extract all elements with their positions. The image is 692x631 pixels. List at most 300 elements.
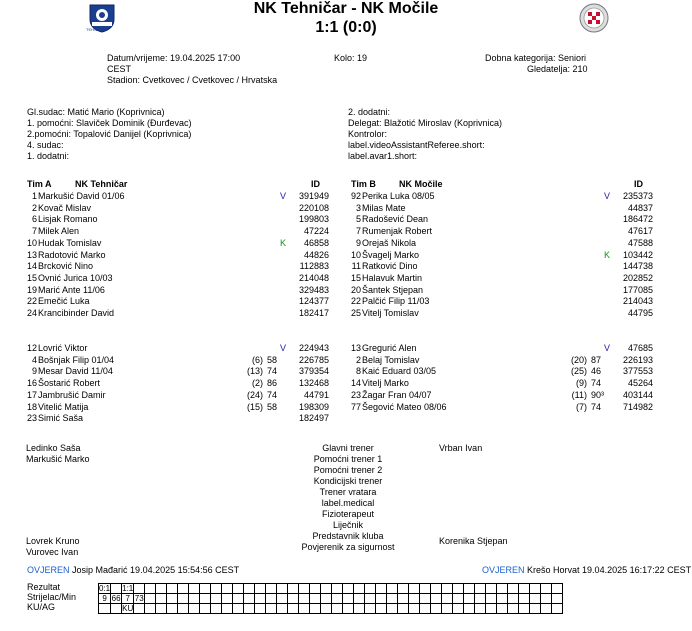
sub-for-number: (25)	[570, 366, 587, 377]
player-number: 3	[355, 202, 361, 213]
results-cell	[508, 604, 519, 614]
results-cell	[431, 584, 442, 594]
results-cell	[266, 584, 277, 594]
team-b-id-header: ID	[634, 179, 643, 189]
results-cell	[475, 594, 486, 604]
results-cell	[343, 594, 354, 604]
player-name: Jambrušić Damir	[38, 389, 106, 400]
results-cell	[134, 604, 145, 614]
results-cell	[332, 594, 343, 604]
sub-for-number: (24)	[246, 389, 263, 400]
results-label: Rezultat	[27, 582, 61, 592]
player-number: 13	[350, 343, 361, 353]
player-name: Rumenjak Robert	[362, 226, 433, 237]
role-label: Liječnik	[332, 520, 363, 530]
goalkeeper-mark: V	[604, 343, 611, 353]
results-row	[99, 584, 563, 594]
results-cell	[409, 604, 420, 614]
goalkeeper-mark: V	[280, 343, 287, 353]
results-cell: 1:1	[122, 584, 134, 593]
player-id: 379354	[298, 366, 329, 377]
player-id: 214048	[298, 272, 329, 283]
player-number: 9	[31, 366, 37, 377]
results-cell	[233, 594, 244, 604]
results-cell	[255, 604, 266, 614]
staff-name: Vrban Ivan	[439, 443, 483, 453]
role-label: Trener vratara	[319, 487, 377, 497]
results-cell	[409, 584, 420, 594]
player-name: Lovrić Viktor	[38, 343, 88, 353]
player-number: 8	[355, 366, 361, 377]
player-number: 20	[350, 284, 361, 295]
player-id: 46858	[303, 237, 329, 248]
sub-minute: 58	[267, 354, 278, 365]
results-cell	[541, 594, 552, 604]
results-cell	[244, 594, 255, 604]
results-cell	[211, 594, 222, 604]
player-number: 4	[31, 354, 37, 365]
player-name: Emečić Luka	[38, 296, 90, 307]
results-cell: 7	[122, 594, 134, 604]
results-cell	[299, 594, 310, 604]
player-number: 17	[26, 389, 37, 400]
player-number: 12	[26, 343, 37, 353]
player-name: Žagar Fran 04/07	[362, 389, 432, 400]
results-cell	[442, 594, 453, 604]
player-id: 45264	[627, 378, 653, 389]
player-name: Radošević Dean	[362, 214, 429, 225]
match-datetime: Datum/vrijeme: 19.04.2025 17:00	[107, 53, 241, 63]
player-id: 391949	[298, 191, 329, 201]
goalkeeper-mark: V	[604, 191, 611, 201]
player-id: 198309	[298, 401, 329, 412]
match-stadium: Stadion: Cvetkovec / Cvetkovec / Hrvatska	[107, 75, 278, 85]
staff-name: Korenika Stjepan	[439, 536, 508, 546]
results-cell	[222, 584, 233, 594]
results-cell	[178, 594, 189, 604]
results-cell	[552, 594, 563, 604]
player-number: 25	[350, 308, 361, 318]
sub-for-number: (9)	[576, 378, 587, 389]
results-cell	[310, 594, 321, 604]
player-name: Vitelj Tomislav	[362, 308, 419, 318]
role-label: Glavni trener	[322, 443, 374, 453]
results-cell	[354, 594, 365, 604]
player-name: Lisjak Romano	[38, 214, 98, 225]
player-name: Kaić Eduard 03/05	[362, 366, 437, 377]
player-number: 92	[350, 191, 361, 201]
player-id: 226193	[622, 354, 653, 365]
player-id: 144738	[622, 261, 653, 272]
results-cell	[442, 604, 453, 614]
player-number: 22	[26, 296, 37, 307]
player-number: 15	[26, 272, 37, 283]
results-cell	[453, 584, 464, 594]
results-row	[99, 594, 563, 604]
results-cell	[486, 594, 497, 604]
player-number: 23	[26, 413, 37, 424]
player-name: Milek Alen	[38, 226, 80, 237]
results-cell	[156, 594, 167, 604]
player-number: 24	[26, 308, 37, 318]
results-row	[99, 604, 563, 614]
verify-right	[482, 565, 691, 575]
player-name: Perika Luka 08/05	[362, 191, 435, 201]
team-a-name: NK Tehničar	[75, 179, 128, 189]
results-cell	[321, 584, 332, 594]
results-cell	[233, 584, 244, 594]
results-cell	[200, 584, 211, 594]
results-cell	[376, 604, 387, 614]
results-cell	[464, 584, 475, 594]
player-id: 182417	[298, 308, 329, 318]
team-b-label: Tim B	[351, 179, 376, 189]
player-id: 103442	[622, 249, 653, 260]
results-cell	[99, 604, 111, 614]
results-cell	[442, 584, 453, 594]
results-cell	[431, 594, 442, 604]
results-cell	[398, 604, 409, 614]
results-label: Strijelac/Min	[27, 592, 77, 602]
player-name: Hudak Tomislav	[38, 237, 102, 248]
results-cell	[497, 594, 508, 604]
results-cell	[134, 584, 145, 594]
sub-minute: 46	[591, 366, 602, 377]
player-id: 224943	[298, 343, 329, 353]
results-cell	[310, 584, 321, 594]
results-cell	[178, 604, 189, 614]
player-number: 14	[26, 261, 37, 272]
results-cell	[376, 584, 387, 594]
sub-minute: 87	[591, 354, 602, 365]
player-name: Švagelj Marko	[362, 249, 420, 260]
results-cell	[398, 594, 409, 604]
role-label: Pomoćni trener 2	[313, 465, 383, 475]
player-id: 124377	[298, 296, 329, 307]
player-number: 2	[355, 354, 361, 365]
sub-for-number: (11)	[571, 389, 587, 400]
official-line: label.avar1.short:	[348, 151, 418, 161]
player-name: Vitelj Marko	[362, 378, 409, 389]
role-label: Povjerenik za sigurnost	[301, 542, 395, 552]
team-b-staff-bottom	[439, 536, 508, 547]
results-cell	[530, 594, 541, 604]
player-id: 182497	[298, 413, 329, 424]
staff-roles	[248, 443, 448, 553]
results-cell	[244, 584, 255, 594]
official-line: 2.pomoćni: Topalović Danijel (Koprivnica)	[27, 129, 192, 139]
results-cell	[497, 584, 508, 594]
player-number: 5	[355, 214, 361, 225]
results-cell	[354, 604, 365, 614]
sub-minute: 74	[591, 378, 602, 389]
player-number: 9	[355, 237, 361, 248]
team-a-id-header: ID	[311, 179, 320, 189]
results-cell	[530, 584, 541, 594]
match-title: NK Tehničar - NK Močile	[253, 0, 439, 17]
results-cell	[211, 584, 222, 594]
results-cell: 0:1	[99, 584, 111, 593]
results-cell	[365, 584, 376, 594]
player-id: 714982	[622, 401, 653, 412]
results-cell	[321, 604, 332, 614]
player-name: Belaj Tomislav	[362, 354, 420, 365]
results-cell	[541, 604, 552, 614]
player-number: 11	[351, 261, 361, 272]
results-cell	[277, 594, 288, 604]
player-id: 132468	[298, 378, 329, 389]
results-cell	[541, 584, 552, 594]
player-id: 329483	[298, 284, 329, 295]
results-cell	[519, 594, 530, 604]
player-id: 226785	[298, 354, 329, 365]
player-name: Marić Ante 11/06	[38, 284, 105, 295]
sub-for-number: (20)	[570, 354, 587, 365]
team-a-label: Tim A	[27, 179, 52, 189]
player-number: 15	[350, 272, 361, 283]
match-round: Kolo: 19	[334, 53, 368, 63]
player-name: Šostarić Robert	[38, 378, 101, 389]
sub-for-number: (13)	[246, 366, 263, 377]
results-cell	[552, 604, 563, 614]
team-b-name: NK Močile	[399, 179, 443, 189]
match-score: 1:1 (0:0)	[315, 19, 377, 36]
role-label: Pomoćni trener 1	[313, 454, 383, 464]
results-cell	[552, 584, 563, 594]
official-line: 1. dodatni:	[27, 151, 70, 161]
player-id: 220108	[298, 202, 329, 213]
role-label: Fizioterapeut	[321, 509, 375, 519]
official-line: 4. sudac:	[27, 140, 64, 150]
results-cell	[156, 584, 167, 594]
sub-for-number: (6)	[252, 354, 263, 365]
role-label: Kondicijski trener	[313, 476, 383, 486]
home-logo-text: TEHNIČAR	[86, 27, 107, 32]
sub-minute: 90³	[591, 389, 605, 400]
results-cell	[464, 594, 475, 604]
results-cell	[189, 584, 200, 594]
player-name: Gregurić Alen	[362, 343, 417, 353]
results-cell	[233, 604, 244, 614]
results-cell	[398, 584, 409, 594]
role-label: Predstavnik kluba	[312, 531, 384, 541]
team-a-staff-bottom	[26, 536, 80, 558]
player-id: 47685	[627, 343, 653, 353]
player-id: 47588	[627, 237, 653, 248]
player-name: Bošnjak Filip 01/04	[38, 354, 115, 365]
player-number: 19	[26, 284, 37, 295]
results-cell	[508, 584, 519, 594]
sub-minute: 58	[267, 401, 278, 412]
player-id: 44837	[627, 202, 653, 213]
player-id: 112883	[299, 261, 329, 272]
results-cell	[299, 584, 310, 594]
results-cell	[321, 594, 332, 604]
player-number: 13	[26, 249, 37, 260]
player-id: 186472	[622, 214, 653, 225]
results-cell	[376, 594, 387, 604]
official-line: Gl.sudac: Matić Mario (Koprivnica)	[27, 107, 165, 117]
player-name: Ovnić Jurica 10/03	[38, 272, 113, 283]
results-cell	[387, 604, 398, 614]
sub-minute: 86	[267, 378, 278, 389]
results-cell	[222, 604, 233, 614]
results-cell	[431, 604, 442, 614]
officials-right	[348, 107, 502, 162]
results-cell	[343, 584, 354, 594]
player-name: Milas Mate	[362, 202, 406, 213]
match-timezone: CEST	[107, 64, 132, 74]
results-label: KU/AG	[27, 602, 56, 612]
results-labels	[27, 582, 76, 612]
verify-details: Krešo Horvat 19.04.2025 16:17:22 CEST	[527, 565, 692, 575]
official-line: label.videoAssistantReferee.short:	[348, 140, 485, 150]
player-name: Krancibinder David	[38, 308, 115, 318]
player-id: 47224	[303, 226, 329, 237]
results-cell	[497, 604, 508, 614]
official-line: 1. pomoćni: Slaviček Dominik (Đurđevac)	[27, 118, 192, 128]
player-id: 214043	[622, 296, 653, 307]
verify-status: OVJEREN	[482, 565, 525, 575]
player-name: Brcković Nino	[38, 261, 94, 272]
results-cell	[299, 604, 310, 614]
player-name: Kovač Mislav	[38, 202, 92, 213]
results-cell	[266, 604, 277, 614]
player-name: Šegović Mateo 08/06	[362, 401, 447, 412]
player-name: Vitelić Matija	[38, 401, 89, 412]
results-cell	[453, 604, 464, 614]
results-cell	[343, 604, 354, 614]
results-cell	[420, 584, 431, 594]
player-id: 44795	[627, 308, 653, 318]
player-id: 199803	[298, 214, 329, 225]
results-cell	[365, 594, 376, 604]
results-cell	[222, 594, 233, 604]
player-id: 377553	[622, 366, 653, 377]
player-id: 177085	[622, 284, 653, 295]
staff-name: Markušić Marko	[26, 454, 90, 464]
results-cell	[200, 594, 211, 604]
results-cell	[475, 604, 486, 614]
results-cell	[519, 604, 530, 614]
results-cell	[464, 604, 475, 614]
official-line: Delegat: Blažotić Miroslav (Koprivnica)	[348, 118, 503, 128]
player-id: 403144	[622, 389, 653, 400]
results-cell	[530, 604, 541, 614]
player-number: 23	[350, 389, 361, 400]
results-cell	[200, 604, 211, 614]
results-cell	[167, 584, 178, 594]
results-cell	[365, 604, 376, 614]
player-name: Radotović Marko	[38, 249, 106, 260]
player-name: Ratković Dino	[362, 261, 418, 272]
results-cell	[255, 584, 266, 594]
results-cell	[277, 604, 288, 614]
results-cell: 73	[134, 594, 144, 603]
officials-left	[27, 107, 192, 162]
results-cell	[519, 584, 530, 594]
results-cell	[332, 604, 343, 614]
player-number: 2	[31, 202, 37, 213]
staff-name: Ledinko Saša	[26, 443, 81, 453]
results-cell	[145, 604, 156, 614]
captain-mark: K	[280, 237, 287, 248]
results-cell	[354, 584, 365, 594]
results-cell	[420, 594, 431, 604]
results-cell	[486, 584, 497, 594]
results-cell: 9	[99, 594, 111, 604]
goalkeeper-mark: V	[280, 191, 287, 201]
results-cell	[387, 594, 398, 604]
attendance: Gledatelja: 210	[527, 64, 588, 74]
results-cell	[288, 594, 299, 604]
results-cell	[508, 594, 519, 604]
player-id: 44826	[303, 249, 329, 260]
results-cell	[189, 594, 200, 604]
age-category: Dobna kategorija: Seniori	[485, 53, 587, 63]
player-number: 14	[350, 378, 361, 389]
sub-minute: 74	[267, 366, 278, 377]
results-cell	[486, 604, 497, 614]
captain-mark: K	[604, 249, 611, 260]
verify-status: OVJEREN	[27, 565, 70, 575]
results-grid	[98, 583, 563, 614]
sub-for-number: (7)	[576, 401, 587, 412]
sub-minute: 74	[591, 401, 602, 412]
role-label: label.medical	[321, 498, 375, 508]
player-number: 16	[26, 378, 37, 389]
player-number: 6	[31, 214, 37, 225]
player-name: Mesar David 11/04	[38, 366, 113, 377]
player-number: 7	[31, 226, 37, 237]
results-cell	[211, 604, 222, 614]
player-name: Palčić Filip 11/03	[362, 296, 430, 307]
player-number: 18	[26, 401, 37, 412]
sub-for-number: (2)	[252, 378, 263, 389]
results-cell	[387, 584, 398, 594]
team-a-staff-top	[26, 443, 90, 465]
results-cell	[288, 604, 299, 614]
player-number: 22	[350, 296, 361, 307]
results-cell	[145, 594, 156, 604]
results-cell	[409, 594, 420, 604]
official-line: 2. dodatni:	[348, 107, 391, 117]
results-cell	[255, 594, 266, 604]
player-number: 77	[350, 401, 361, 412]
results-cell	[310, 604, 321, 614]
player-id: 202852	[622, 272, 653, 283]
player-name: Simić Saša	[38, 413, 84, 424]
player-name: Halavuk Martin	[362, 272, 423, 283]
results-cell	[244, 604, 255, 614]
player-id: 44791	[303, 389, 329, 400]
results-cell	[453, 594, 464, 604]
results-cell	[266, 594, 277, 604]
staff-name: Lovrek Kruno	[26, 536, 80, 546]
verify-left	[27, 565, 239, 575]
results-cell: 66	[111, 594, 121, 603]
sub-minute: 74	[267, 389, 278, 400]
results-cell	[277, 584, 288, 594]
results-cell	[288, 584, 299, 594]
results-cell	[420, 604, 431, 614]
results-cell	[475, 584, 486, 594]
results-cell	[178, 584, 189, 594]
results-cell	[167, 604, 178, 614]
results-cell	[332, 584, 343, 594]
player-name: Markušić David 01/06	[38, 191, 125, 201]
results-cell: KU	[122, 604, 134, 613]
